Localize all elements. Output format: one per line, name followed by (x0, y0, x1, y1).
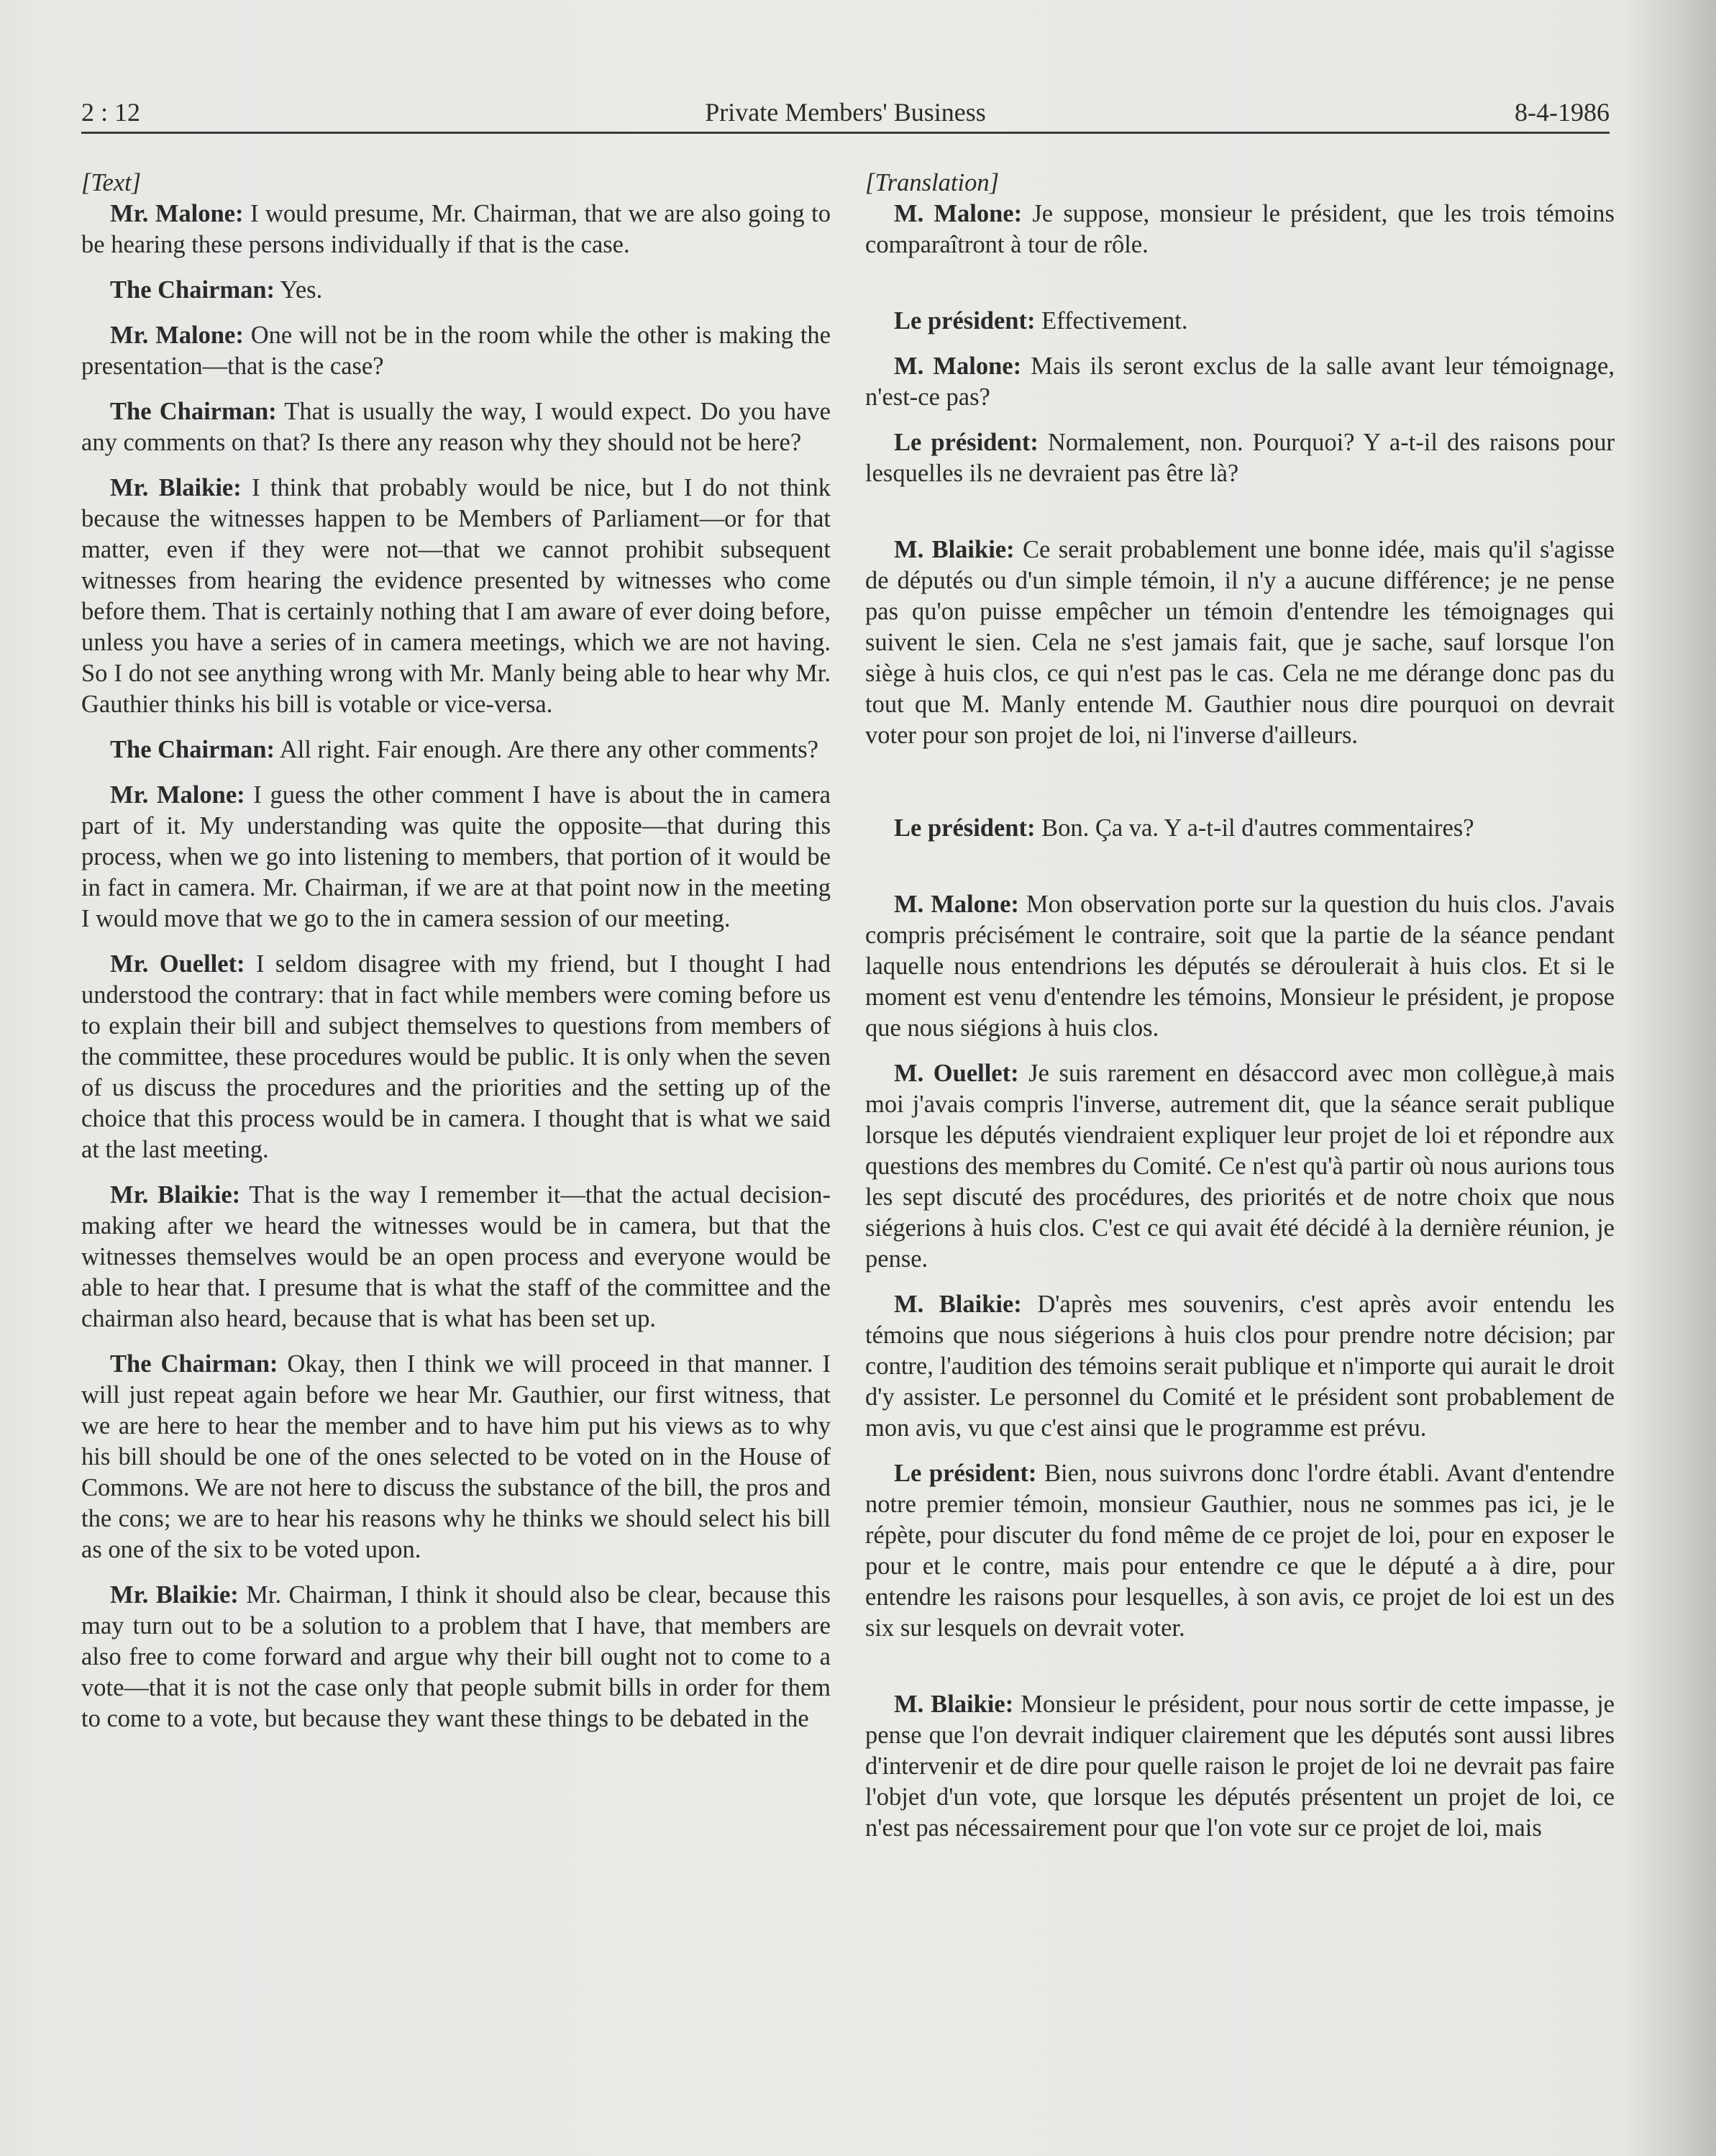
speaker-name: M. Blaikie: (894, 1291, 1022, 1318)
speech-text: Yes. (275, 276, 323, 304)
french-paragraph (865, 1058, 1615, 1275)
english-paragraph (81, 473, 831, 720)
speech-text: Bon. Ça va. Y a-t-il d'autres commentaires? (1035, 814, 1474, 842)
speech-text: Effectivement. (1035, 307, 1188, 335)
french-paragraph (865, 535, 1615, 751)
french-paragraph (865, 1289, 1615, 1444)
english-paragraph (81, 199, 831, 260)
english-paragraph (81, 734, 831, 765)
speaker-name: M. Malone: (894, 200, 1023, 227)
speaker-name: Mr. Malone: (110, 200, 244, 227)
speech-text: That is usually the way, I would expect. Do you have any comments on that? Is there any reason why they should not be here? (81, 398, 831, 456)
french-paragraph (865, 1689, 1615, 1844)
speech-text: Bien, nous suivrons donc l'ordre établi. Avant d'entendre notre premier témoin, monsieur Gauthier, nous ne sommes pas ici, je le répète, pour discuter du fond même de ce projet de loi, pour en exposer le pour et le contre, mais pour entendre ce que le député a à dire, pour entendre les raisons pour lesquelles, à son avis, ce projet de loi est un des six sur lesquels on devrait voter. (865, 1460, 1615, 1642)
publication-title: Private Members' Business (705, 98, 986, 127)
english-paragraph (81, 949, 831, 1165)
speaker-name: Le président: (894, 814, 1036, 842)
label-text: Translation (875, 169, 990, 196)
speech-text: I think that probably would be nice, but I do not think because the witnesses happen to be Members of Parliament—or for that matter, even if they were not—that we cannot prohibit subsequent witnesses from hearing the evidence presented by witnesses who come before them. That is certainly nothing that I am aware of ever doing before, unless you have a series of in camera meetings, which we are not having. So I do not see anything wrong with Mr. Manly being able to hear why Mr. Gauthier thinks his bill is votable or vice-versa. (81, 474, 831, 718)
speaker-name: Mr. Malone: (110, 322, 244, 349)
english-column (81, 168, 831, 1734)
speech-text: Monsieur le président, pour nous sortir de cette impasse, je pense que l'on devrait indiquer clairement que les députés sont aussi libres d'intervenir et de dire pour quelle raison le projet de loi ne devrait pas faire l'objet d'un vote, que lorsque les députés présentent un projet de loi, ce n'est pas nécessairement pour que l'on vote sur ce projet de loi, mais (865, 1691, 1615, 1842)
speech-text: Mais ils seront exclus de la salle avant leur témoignage, n'est-ce pas? (865, 352, 1615, 411)
english-paragraph (81, 780, 831, 934)
speech-text: Okay, then I think we will proceed in that manner. I will just repeat again before we hear Mr. Gauthier, our first witness, that we are here to hear the member and to have him put his views as to why his bill should be one of the ones selected to be voted on in the House of Commons. We are not here to discuss the substance of the bill, the pros and the cons; we are to hear his reasons why he thinks we should select his bill as one of the six to be voted upon. (81, 1350, 831, 1563)
speaker-name: Mr. Ouellet: (110, 950, 245, 978)
speaker-name: M. Ouellet: (894, 1060, 1019, 1087)
speech-text: One will not be in the room while the other is making the presentation—that is the case? (81, 322, 831, 380)
meeting-date: 8-4-1986 (1515, 98, 1610, 127)
speech-text: I would presume, Mr. Chairman, that we are also going to be hearing these persons individually if that is the case. (81, 200, 831, 258)
speaker-name: Mr. Blaikie: (110, 1581, 239, 1609)
english-paragraph (81, 1580, 831, 1734)
french-paragraph (865, 889, 1615, 1044)
english-paragraph (81, 320, 831, 382)
speaker-name: Mr. Malone: (110, 781, 245, 809)
speech-text: I guess the other comment I have is about the in camera part of it. My understanding was quite the opposite—that during this process, when we go into listening to members, that portion of it would be in fact in camera. Mr. Chairman, if we are at that point now in the meeting I would move that we go to the in camera session of our meeting. (81, 781, 831, 932)
speaker-name: M. Blaikie: (894, 536, 1015, 563)
speech-text: Je suis rarement en désaccord avec mon collègue,à mais moi j'avais compris l'inverse, autrement dit, que la séance serait publique lorsque les députés viendraient expliquer leur projet de loi et répondre aux questions des membres du Comité. Ce n'est qu'à partir où nous aurions tous les sept discuté des procédures, des priorités et de notre choix que nous siégerions à huis clos. C'est ce qui avait été décidé à la dernière réunion, je pense. (865, 1060, 1615, 1273)
speech-text: I seldom disagree with my friend, but I thought I had understood the contrary: that in fact while members were coming before us to explain their bill and subject themselves to questions from members of the committee, these procedures would be public. It is only when the seven of us discuss the procedures and the priorities and the setting up of the choice that this process would be in camera. I thought that is what we said at the last meeting. (81, 950, 831, 1163)
label-text: Text (91, 169, 132, 196)
speech-text: Mon observation porte sur la question du huis clos. J'avais compris précisément le contraire, soit que la partie de la séance pendant laquelle nous entendrions les députés se déroulerait à huis clos. Et si le moment est venu d'entendre les témoins, Monsieur le président, je propose que nous siégions à huis clos. (865, 891, 1615, 1042)
page-number: 2 : 12 (81, 98, 141, 127)
language-label-text: [Text] (81, 169, 142, 196)
speaker-name: M. Malone: (894, 352, 1022, 380)
header-rule (81, 132, 1610, 134)
running-header (81, 94, 1610, 131)
speech-text: Mr. Chairman, I think it should also be clear, because this may turn out to be a solution to a problem that I have, that members are also free to come forward and argue why their bill ought not to come to a vote—that it is not the case only that people submit bills in order for them to come to a vote, but because they want these things to be debated in the (81, 1581, 831, 1732)
speech-text: Je suppose, monsieur le président, que les trois témoins comparaîtront à tour de rôle. (865, 200, 1615, 258)
speech-text: D'après mes souvenirs, c'est après avoir entendu les témoins que nous siégerions à huis clos pour prendre notre décision; par contre, l'audition des témoins serait publique et n'importe qui aurait le droit d'y assister. Le personnel du Comité et le président sont probablement de mon avis, vu que c'est ainsi que le programme est prévu. (865, 1291, 1615, 1442)
speech-text: Ce serait probablement une bonne idée, mais qu'il s'agisse de députés ou d'un simple témoin, il n'y a aucune différence; je ne pense pas qu'on puisse empêcher un témoin d'entendre les témoignages qui suivent le sien. Cela ne s'est jamais fait, que je sache, sauf lorsque l'on siège à huis clos, ce qui n'est pas le cas. Cela ne me dérange donc pas du tout que M. Manly entende M. Gauthier nous dire pourquoi on devrait voter pour son projet de loi, ni l'inverse d'ailleurs. (865, 536, 1615, 749)
english-paragraph (81, 396, 831, 458)
french-paragraph (865, 1458, 1615, 1644)
speaker-name: Le président: (894, 1460, 1037, 1487)
speaker-name: The Chairman: (110, 276, 275, 304)
speaker-name: The Chairman: (110, 398, 277, 425)
english-paragraph (81, 1180, 831, 1334)
speech-text: All right. Fair enough. Are there any other comments? (275, 736, 818, 763)
french-paragraph (865, 199, 1615, 260)
speaker-name: Mr. Blaikie: (110, 1181, 241, 1209)
speaker-name: The Chairman: (110, 736, 275, 763)
speech-text: That is the way I remember it—that the actual decision-making after we heard the witnesses would be in camera, but that the witnesses themselves would be an open process and everyone would be able to hear that. I presume that is what the staff of the committee and the chairman also heard, because that is what has been set up. (81, 1181, 831, 1332)
speaker-name: M. Malone: (894, 891, 1019, 918)
english-paragraph (81, 275, 831, 306)
french-paragraph (865, 427, 1615, 489)
language-label-translation: [Translation] (865, 169, 1000, 196)
speaker-name: Le président: (894, 429, 1039, 456)
speech-text: Normalement, non. Pourquoi? Y a-t-il des raisons pour lesquelles ils ne devraient pas être là? (865, 429, 1615, 487)
french-paragraph (865, 351, 1615, 413)
french-paragraph (865, 306, 1615, 337)
english-paragraph (81, 1349, 831, 1565)
speaker-name: The Chairman: (110, 1350, 278, 1378)
french-column (865, 168, 1615, 1844)
french-paragraph (865, 813, 1615, 844)
speaker-name: Le président: (894, 307, 1036, 335)
speaker-name: Mr. Blaikie: (110, 474, 242, 501)
speaker-name: M. Blaikie: (894, 1691, 1014, 1718)
